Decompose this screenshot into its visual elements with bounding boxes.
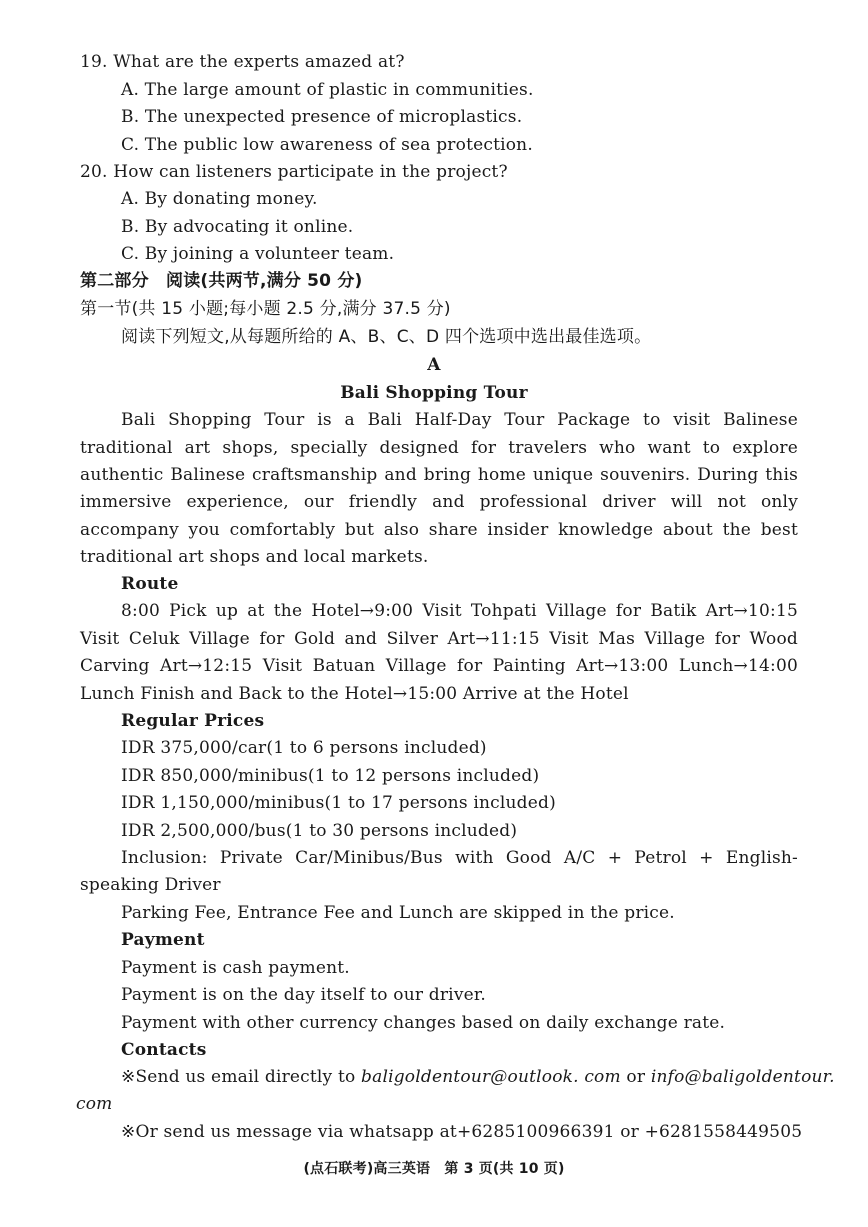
intro-line-6: traditional art shops and local markets. (80, 547, 429, 567)
route-line-3: Carving Art→12:15 Visit Batuan Village for Painting Art→13:00 Lunch→14:00 (80, 656, 798, 676)
email-or: or (620, 1067, 651, 1087)
price-car: IDR 375,000/car(1 to 6 persons included) (121, 738, 487, 758)
email-line (121, 1066, 835, 1088)
instruction: 阅读下列短文,从每题所给的 A、B、C、D 四个选项中选出最佳选项。 (121, 327, 652, 347)
inclusion-line-1: Inclusion: Private Car/Minibus/Bus with Good A/C + Petrol + English- (121, 848, 798, 868)
route-line-2: Visit Celuk Village for Gold and Silver Art→11:15 Visit Mas Village for Wood (80, 629, 798, 649)
question-20-option-a: A. By donating money. (121, 189, 318, 209)
question-19-option-b: B. The unexpected presence of microplastics. (121, 107, 523, 127)
question-20-option-c: C. By joining a volunteer team. (121, 244, 395, 264)
subsection-title: 第一节(共 15 小题;每小题 2.5 分,满分 37.5 分) (80, 299, 451, 319)
email-prefix: ※Send us email directly to (121, 1067, 362, 1087)
route-line-1: 8:00 Pick up at the Hotel→9:00 Visit Tohpati Village for Batik Art→10:15 (121, 601, 798, 621)
price-minibus-17: IDR 1,150,000/minibus(1 to 17 persons included) (121, 793, 556, 813)
passage-letter: A (427, 355, 441, 375)
question-19-stem: 19. What are the experts amazed at? (80, 52, 405, 72)
price-minibus-12: IDR 850,000/minibus(1 to 12 persons included) (121, 766, 540, 786)
intro-line-4: immersive experience, our friendly and professional driver will not only (80, 492, 798, 512)
contacts-heading: Contacts (121, 1040, 207, 1060)
route-line-4: Lunch Finish and Back to the Hotel→15:00 Arrive at the Hotel (80, 684, 629, 704)
email-address-2[interactable]: info@baligoldentour. (650, 1067, 835, 1087)
part-title: 第二部分 阅读(共两节,满分 50 分) (80, 271, 363, 291)
price-bus: IDR 2,500,000/bus(1 to 30 persons included) (121, 821, 518, 841)
intro-line-2: traditional art shops, specially designed for travelers who want to explore (80, 438, 798, 458)
passage-title: Bali Shopping Tour (340, 383, 528, 403)
whatsapp-line: ※Or send us message via whatsapp at+6285100966391 or +6281558449505 (121, 1122, 803, 1142)
payment-line-1: Payment is cash payment. (121, 958, 350, 978)
page-footer: (点石联考)高三英语 第 3 页(共 10 页) (303, 1161, 565, 1177)
route-heading: Route (121, 574, 179, 594)
prices-heading: Regular Prices (121, 711, 265, 731)
intro-line-3: authentic Balinese craftsmanship and bring home unique souvenirs. During this (80, 465, 798, 485)
excluded-fees: Parking Fee, Entrance Fee and Lunch are skipped in the price. (121, 903, 675, 923)
payment-line-2: Payment is on the day itself to our driver. (121, 985, 486, 1005)
intro-line-5: accompany you comfortably but also share insider knowledge about the best (80, 520, 798, 540)
question-20-option-b: B. By advocating it online. (121, 217, 354, 237)
payment-line-3: Payment with other currency changes based on daily exchange rate. (121, 1013, 726, 1033)
question-19-option-a: A. The large amount of plastic in communities. (121, 80, 534, 100)
inclusion-line-2: speaking Driver (80, 875, 221, 895)
email-address-2-continued: com (76, 1094, 113, 1114)
email-address-1[interactable]: baligoldentour@outlook. com (361, 1067, 621, 1087)
intro-line-1: Bali Shopping Tour is a Bali Half-Day Tour Package to visit Balinese (121, 410, 798, 430)
question-19-option-c: C. The public low awareness of sea protection. (121, 135, 533, 155)
payment-heading: Payment (121, 930, 205, 950)
question-20-stem: 20. How can listeners participate in the project? (80, 162, 508, 182)
